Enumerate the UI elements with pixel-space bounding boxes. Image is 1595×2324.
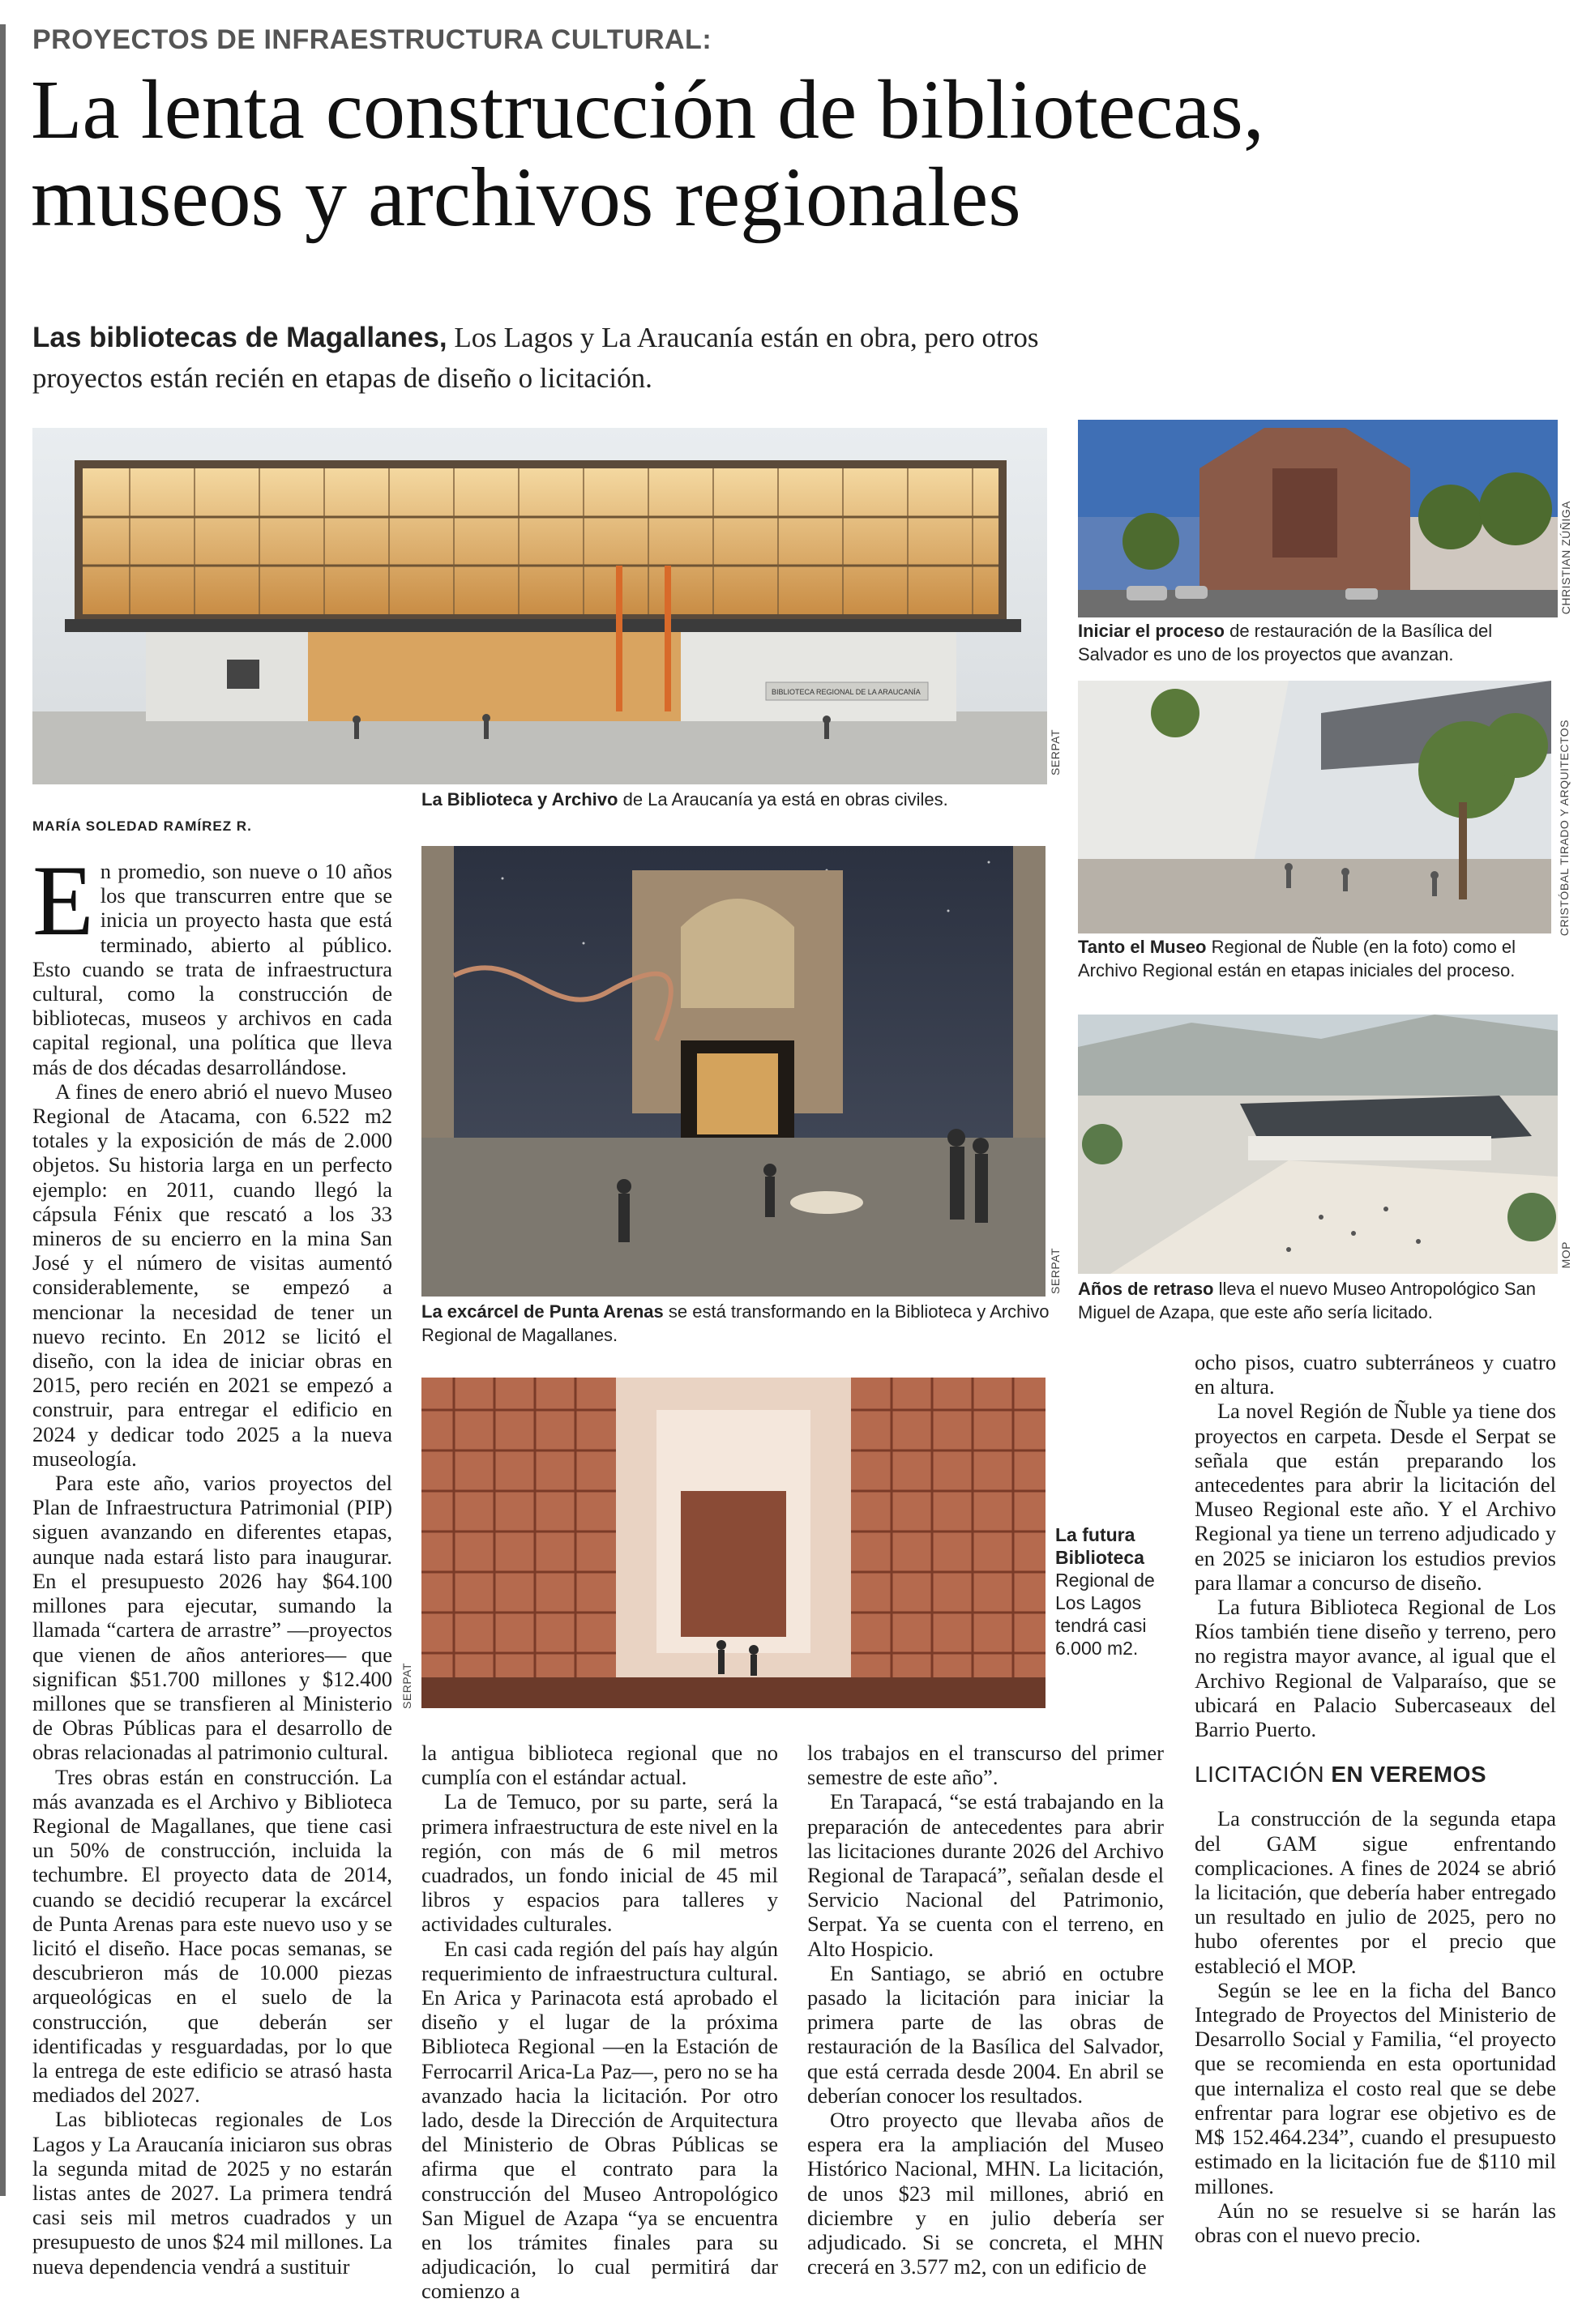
credit-araucania: SERPAT bbox=[1049, 729, 1062, 775]
photo-los-lagos-image bbox=[421, 1378, 1046, 1708]
paragraph: La construcción de la segunda etapa del GAM sigue enfrentando complicaciones. A fines de 2024 se abrió la licitación, que debería haber entregado un resultado en julio de 2025, pero no hubo oferentes por el precio que estableció el MOP. bbox=[1195, 1806, 1556, 1978]
paragraph: La futura Biblioteca Regional de Los Ríos también tiene diseño y terreno, pero no registra mayor avance, al igual que el Archivo Regional de Valparaíso, que se ubicará en Palacio Subercaseaux del Barrio Puerto. bbox=[1195, 1595, 1556, 1742]
caption-araucania-text: de La Araucanía ya está en obras civiles. bbox=[618, 789, 948, 810]
paragraph: Según se lee en la ficha del Banco Integrado de Proyectos del Ministerio de Desarrollo Social y Familia, “el proyecto que se recomienda en esta oportunidad que internaliza el costo real que se debe enfrentar para lograr ese objetivo es de M$ 152.464.234”, cuando el presupuesto estimado en la licitación fue de $110 mil millones. bbox=[1195, 1977, 1556, 2198]
deck-lead: Las bibliotecas de Magallanes, bbox=[32, 322, 447, 353]
headline-line-1: La lenta construcción de bibliotecas, bbox=[31, 63, 1264, 156]
body-column-3 bbox=[807, 1741, 1164, 2279]
deck bbox=[32, 318, 1062, 399]
paragraph bbox=[32, 845, 392, 1079]
credit-azapa: MOP bbox=[1559, 1241, 1572, 1269]
caption-basilica-lead: Iniciar el proceso bbox=[1078, 621, 1225, 641]
paragraph: Aún no se resuelve si se harán las obras con el nuevo precio. bbox=[1195, 2198, 1556, 2247]
photo-araucania-library bbox=[32, 428, 1047, 784]
caption-basilica-text: de restauración de la Basílica del Salvador es uno de los proyectos que avanzan. bbox=[1078, 621, 1493, 664]
photo-punta-arenas-image bbox=[421, 846, 1046, 1297]
photo-azapa-image bbox=[1078, 1015, 1558, 1274]
paragraph: A fines de enero abrió el nuevo Museo Regional de Atacama, con 6.522 m2 totales y la exposición de más de 2.000 objetos. Su historia larga en un perfecto ejemplo: en 2011, cuando llegó la cápsula Fénix que rescató a los 33 mineros de su encierro en la mina San José y el número de visitas aumentó considerablemente, se empezó a mencionar la necesidad de tener un nuevo recinto. En 2012 se licitó el diseño, con la idea de iniciar obras en 2015, pero recién en 2021 se empezó a construir, para entregar el edificio en 2024 y dedicar todo 2025 a la nueva museología. bbox=[32, 1079, 392, 1471]
paragraph: la antigua biblioteca regional que no cumplía con el estándar actual. bbox=[421, 1741, 778, 1790]
photo-basilica bbox=[1078, 420, 1558, 617]
photo-los-lagos-library bbox=[421, 1378, 1046, 1708]
caption-los-lagos bbox=[1055, 1523, 1177, 1660]
paragraph: Otro proyecto que llevaba años de espera era la ampliación del Museo Histórico Nacional, MHN. La licitación, de unos $23 mil millones, abrió en diciembre y en julio debería ser adjudicado. Si se concreta, el MHN crecerá en 3.577 m2, con un edificio de bbox=[807, 2108, 1164, 2279]
subhead-bold: EN VEREMOS bbox=[1331, 1762, 1487, 1788]
body-column-1 bbox=[32, 845, 392, 2279]
caption-azapa-lead: Años de retraso bbox=[1078, 1279, 1214, 1299]
photo-nuble-museum bbox=[1078, 681, 1551, 933]
left-margin-rule bbox=[0, 24, 6, 2196]
credit-basilica: CHRISTIAN ZÚÑIGA bbox=[1559, 501, 1572, 615]
dropcap: E bbox=[32, 845, 94, 956]
paragraph-text: n promedio, son nueve o 10 años los que transcurren entre que se inicia un proyecto hasta que está terminado, abierto al público. Esto cuando se trata de infraestructura cultural, como la construcción de bibliotecas, museos y archivos en cada capital regional, una política que lleva más de dos décadas desarrollándose. bbox=[32, 859, 392, 1079]
caption-nuble-text: Regional de Ñuble (en la foto) como el Archivo Regional están en etapas iniciales del proceso. bbox=[1078, 937, 1516, 980]
caption-basilica bbox=[1078, 619, 1558, 666]
subhead-plain: LICITACIÓN bbox=[1195, 1762, 1332, 1788]
credit-punta-arenas: SERPAT bbox=[1049, 1248, 1062, 1294]
byline: MARÍA SOLEDAD RAMÍREZ R. bbox=[32, 818, 252, 834]
paragraph: En Santiago, se abrió en octubre pasado la licitación para iniciar la primera parte de las obras de restauración de la Basílica del Salvador, que está cerrada desde 2004. En abril se deberían conocer los resultados. bbox=[807, 1960, 1164, 2108]
paragraph: los trabajos en el transcurso del primer semestre de este año”. bbox=[807, 1741, 1164, 1790]
caption-nuble-lead: Tanto el Museo bbox=[1078, 937, 1207, 957]
subhead bbox=[1195, 1762, 1556, 1787]
caption-azapa-text: lleva el nuevo Museo Antropológico San Miguel de Azapa, que este año sería licitado. bbox=[1078, 1279, 1536, 1322]
paragraph: ocho pisos, cuatro subterráneos y cuatro en altura. bbox=[1195, 1350, 1556, 1399]
headline-line-2: museos y archivos regionales bbox=[31, 151, 1021, 244]
caption-araucania bbox=[421, 788, 1054, 811]
caption-punta-arenas bbox=[421, 1300, 1054, 1347]
deck-text: Los Lagos y La Araucanía están en obra, pero otros proyectos están recién en etapas de diseño o licitación. bbox=[32, 322, 1039, 394]
kicker: PROYECTOS DE INFRAESTRUCTURA CULTURAL: bbox=[32, 24, 712, 55]
paragraph: En Tarapacá, “se está trabajando en la preparación de antecedentes para abrir las licitaciones durante 2026 del Archivo Regional de Tarapacá”, señalan desde el Servicio Nacional del Patrimonio, Serpat. Ya se cuenta con el terreno, en Alto Hospicio. bbox=[807, 1789, 1164, 1961]
paragraph: La novel Región de Ñuble ya tiene dos proyectos en carpeta. Desde el Serpat se señala que están preparando los antecedentes para abrir la licitación del Museo Regional este año. Y el Archivo Regional ya tiene un terreno adjudicado y en 2025 se iniciaron los estudios previos para llamar a concurso de diseño. bbox=[1195, 1399, 1556, 1595]
headline bbox=[31, 63, 1554, 244]
caption-punta-arenas-lead: La excárcel de Punta Arenas bbox=[421, 1301, 664, 1322]
caption-punta-arenas-text: se está transformando en la Biblioteca y Archivo Regional de Magallanes. bbox=[421, 1301, 1050, 1345]
photo-nuble-image bbox=[1078, 681, 1551, 933]
caption-azapa bbox=[1078, 1277, 1558, 1324]
photo-punta-arenas bbox=[421, 846, 1046, 1297]
caption-los-lagos-lead: La futura Biblioteca bbox=[1055, 1524, 1144, 1568]
paragraph: Tres obras están en construcción. La más avanzada es el Archivo y Biblioteca Regional de Magallanes, que tiene casi un 50% de construcción, incluida la techumbre. El proyecto data de 2014, cuando se decidió recuperar la excárcel de Punta Arenas para este nuevo uso y se licitó el diseño. Hace pocas semanas, se descubrieron más de 10.000 piezas arqueológicas en el suelo de la construcción, que deberán ser identificadas y resguardadas, por lo que la entrega de este edificio se atrasó hasta mediados del 2027. bbox=[32, 1764, 392, 2108]
caption-los-lagos-text: Regional de Los Lagos tendrá casi 6.000 m2. bbox=[1055, 1570, 1155, 1659]
araucania-sign: BIBLIOTECA REGIONAL DE LA ARAUCANÍA bbox=[772, 688, 921, 696]
paragraph: La de Temuco, por su parte, será la primera infraestructura de este nivel en la región, con más de 6 mil metros cuadrados, un fondo inicial de 45 mil libros y espacios para talleres y actividades culturales. bbox=[421, 1789, 778, 1937]
body-column-2 bbox=[421, 1741, 778, 2304]
caption-nuble bbox=[1078, 935, 1558, 982]
photo-azapa-museum bbox=[1078, 1015, 1558, 1274]
credit-nuble: CRISTÓBAL TIRADO Y ARQUITECTOS bbox=[1558, 720, 1571, 937]
paragraph: En casi cada región del país hay algún requerimiento de infraestructura cultural. En Arica y Parinacota está aprobado el diseño y el lugar de la próxima Biblioteca Regional —en la Estación de Ferrocarril Arica-La Paz—, pero no se ha avanzado hacia la licitación. Por otro lado, desde la Dirección de Arquitectura del Ministerio de Obras Públicas se afirma que el contrato para la construcción del Museo Antropológico San Miguel de Azapa “ya se encuentra en los trámites finales para su adjudicación, lo cual permitirá dar comienzo a bbox=[421, 1936, 778, 2304]
body-column-4 bbox=[1195, 1350, 1556, 2247]
paragraph: Para este año, varios proyectos del Plan de Infraestructura Patrimonial (PIP) siguen avanzando en diferentes etapas, aunque nada estará listo para inaugurar. En el presupuesto 2026 hay $64.100 millones para ejecutar, sumando la llamada “cartera de arrastre” —proyectos que vienen de años anteriores— que significan $51.700 millones y $12.400 millones que se transfieren al Ministerio de Obras Públicas para el desarrollo de obras relacionadas al patrimonio cultural. bbox=[32, 1471, 392, 1765]
credit-los-lagos: SERPAT bbox=[400, 1663, 413, 1709]
caption-araucania-lead: La Biblioteca y Archivo bbox=[421, 789, 618, 810]
photo-basilica-image bbox=[1078, 420, 1558, 617]
paragraph: Las bibliotecas regionales de Los Lagos y La Araucanía iniciaron sus obras la segunda mitad de 2025 y no estarán listas antes de 2027. La primera tendrá casi seis mil metros cuadrados y un presupuesto de unos $24 mil millones. La nueva dependencia vendrá a sustituir bbox=[32, 2107, 392, 2279]
photo-araucania-render bbox=[32, 428, 1047, 784]
